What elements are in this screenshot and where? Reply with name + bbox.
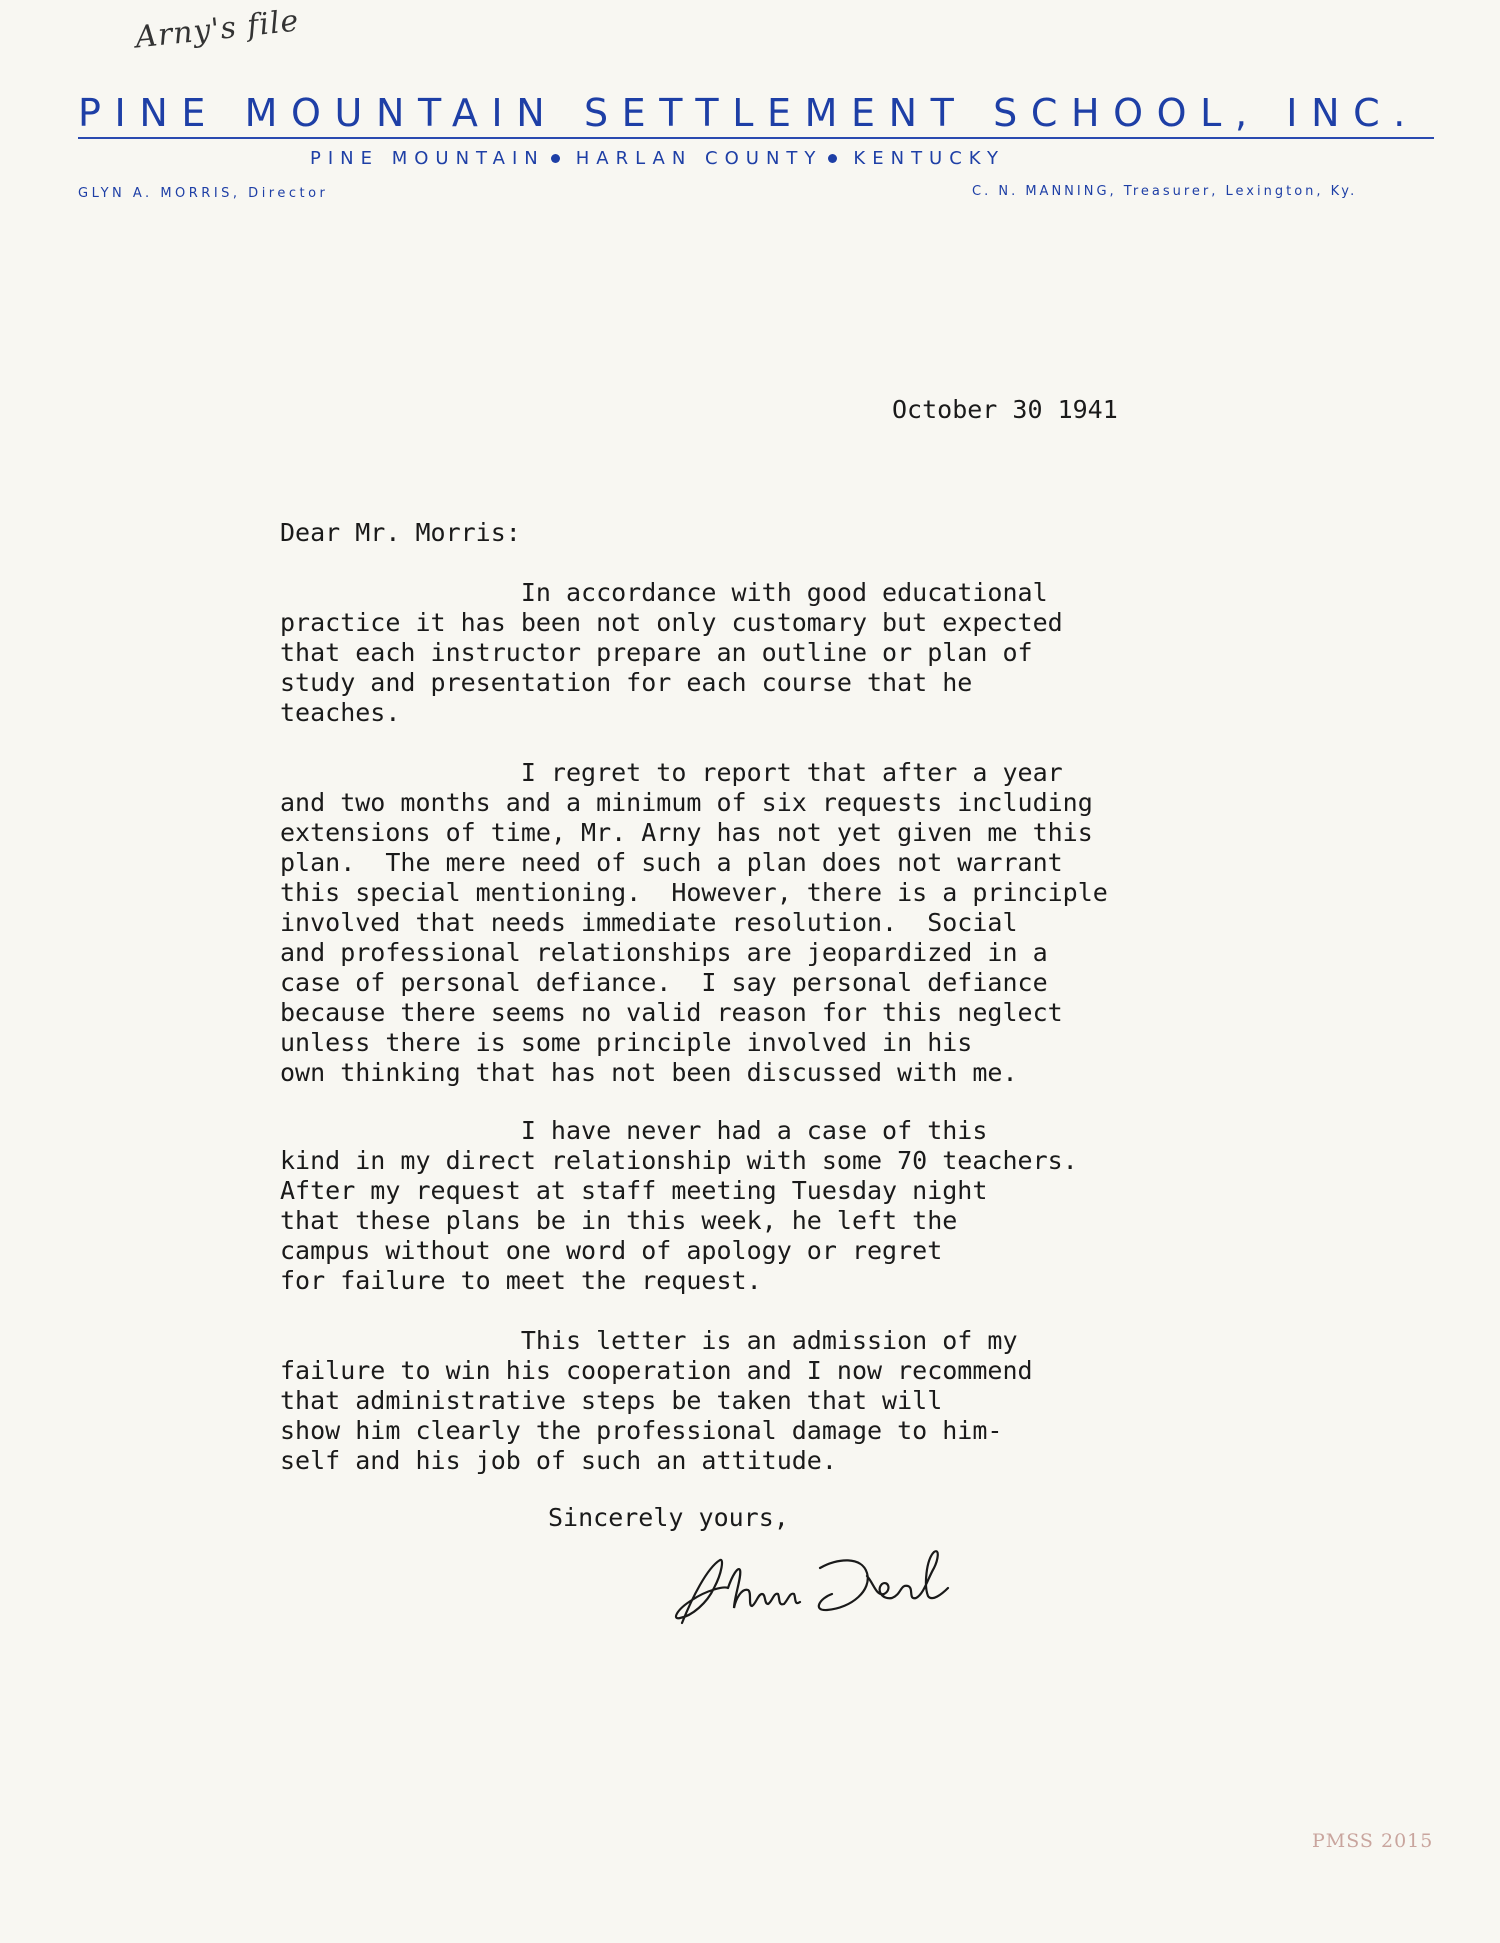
address-part-county: HARLAN COUNTY — [575, 148, 823, 169]
letter-date: October 30 1941 — [892, 395, 1118, 424]
letterhead-title: PINE MOUNTAIN SETTLEMENT SCHOOL, INC. — [78, 91, 1419, 135]
closing: Sincerely yours, — [548, 1503, 789, 1532]
address-part-state: KENTUCKY — [853, 148, 1005, 169]
bullet-dot-icon — [551, 154, 560, 163]
paragraph-1: In accordance with good educational practice it has been not only customary but expected that each instructor prepare an outline or plan of study and presentation for each course that he teaches. — [280, 578, 1063, 727]
paragraph-4: This letter is an admission of my failure to win his cooperation and I now recommend that administrative steps be taken that will show him clearly the professional damage to him- self and his job of such an attitude. — [280, 1326, 1033, 1475]
signature-image — [662, 1528, 982, 1638]
archive-watermark: PMSS 2015 — [1312, 1830, 1434, 1852]
paragraph-3: I have never had a case of this kind in my direct relationship with some 70 teachers. After my request at staff meeting Tuesday night that these plans be in this week, he left the campus without one word of apology or regret for failure to meet the request. — [280, 1116, 1078, 1295]
handwritten-file-note: Arny's file — [133, 3, 301, 56]
address-part-town: PINE MOUNTAIN — [310, 148, 545, 169]
salutation: Dear Mr. Morris: — [280, 518, 521, 547]
letterhead-rule — [78, 137, 1434, 139]
letterhead-treasurer: C. N. MANNING, Treasurer, Lexington, Ky. — [972, 184, 1358, 199]
letterhead-director: GLYN A. MORRIS, Director — [78, 186, 329, 201]
letterhead-address — [310, 148, 1005, 169]
bullet-dot-icon — [828, 154, 837, 163]
paragraph-2: I regret to report that after a year and two months and a minimum of six requests including extensions of time, Mr. Arny has not yet given me this plan. The mere need of such a plan does not warrant this special mentioning. However, there is a principle involved that needs immediate resolution. Social and professional relationships are jeopardized in a case of personal defiance. I say personal defiance because there seems no valid reason for this neglect unless there is some principle involved in his own thinking that has not been discussed with me. — [280, 758, 1108, 1087]
